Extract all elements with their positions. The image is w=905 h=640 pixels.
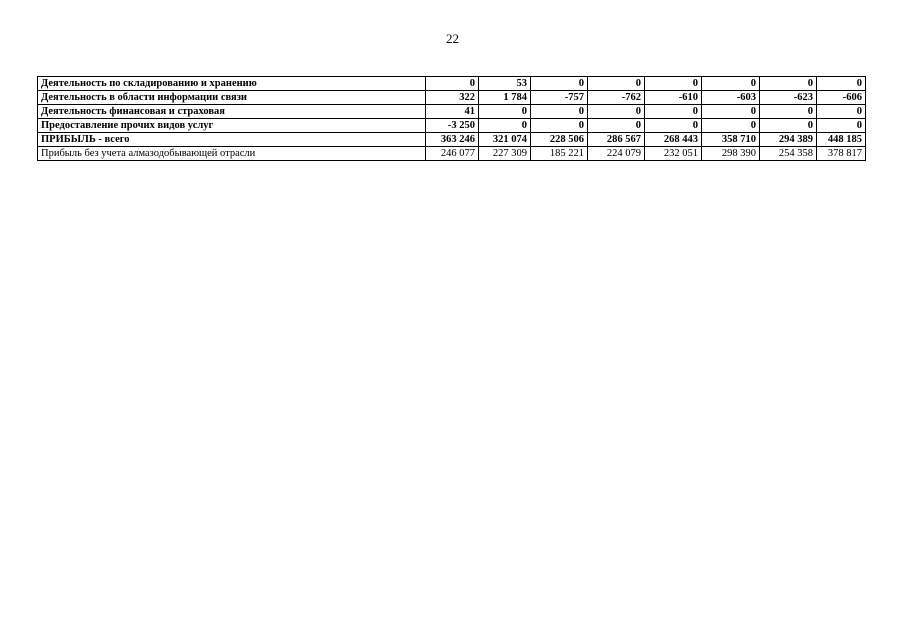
table-body xyxy=(38,77,866,161)
table-cell: 298 390 xyxy=(702,147,760,161)
table-cell: 0 xyxy=(588,105,645,119)
table-row xyxy=(38,105,866,119)
table-cell: 0 xyxy=(588,77,645,91)
table-cell: -610 xyxy=(645,91,702,105)
table-cell: 185 221 xyxy=(531,147,588,161)
table-cell: 0 xyxy=(531,119,588,133)
row-label: Предоставление прочих видов услуг xyxy=(38,119,426,133)
table-row xyxy=(38,91,866,105)
table-cell: -3 250 xyxy=(426,119,479,133)
table-cell: 448 185 xyxy=(817,133,866,147)
table-cell: 378 817 xyxy=(817,147,866,161)
row-label: ПРИБЫЛЬ - всего xyxy=(38,133,426,147)
table-cell: 1 784 xyxy=(479,91,531,105)
table-cell: 0 xyxy=(702,77,760,91)
table-row xyxy=(38,77,866,91)
table-cell: 0 xyxy=(702,105,760,119)
table-cell: 254 358 xyxy=(760,147,817,161)
table-cell: 0 xyxy=(760,77,817,91)
table-cell: 0 xyxy=(479,119,531,133)
table-cell: 0 xyxy=(817,105,866,119)
table-cell: 0 xyxy=(588,119,645,133)
table-cell: 0 xyxy=(645,77,702,91)
table-cell: -603 xyxy=(702,91,760,105)
row-label: Деятельность в области информации связи xyxy=(38,91,426,105)
row-label: Деятельность финансовая и страховая xyxy=(38,105,426,119)
table-cell: 0 xyxy=(645,105,702,119)
table-cell: 363 246 xyxy=(426,133,479,147)
table-cell: 358 710 xyxy=(702,133,760,147)
profit-table xyxy=(37,76,866,161)
table-cell: -762 xyxy=(588,91,645,105)
row-label: Деятельность по складированию и хранению xyxy=(38,77,426,91)
table-cell: 322 xyxy=(426,91,479,105)
table-cell: 0 xyxy=(760,119,817,133)
table-cell: -606 xyxy=(817,91,866,105)
table-cell: 0 xyxy=(426,77,479,91)
table-cell: 228 506 xyxy=(531,133,588,147)
table-cell: 0 xyxy=(531,105,588,119)
page-number: 22 xyxy=(446,31,459,46)
table-cell: 232 051 xyxy=(645,147,702,161)
table-cell: 0 xyxy=(702,119,760,133)
table-cell: 0 xyxy=(479,105,531,119)
table-cell: 268 443 xyxy=(645,133,702,147)
table-cell: 0 xyxy=(817,77,866,91)
table-row xyxy=(38,119,866,133)
table-cell: 321 074 xyxy=(479,133,531,147)
table-cell: 224 079 xyxy=(588,147,645,161)
table-cell: 246 077 xyxy=(426,147,479,161)
table-cell: 286 567 xyxy=(588,133,645,147)
table-cell: 0 xyxy=(817,119,866,133)
table-cell: 0 xyxy=(531,77,588,91)
table-cell: 294 389 xyxy=(760,133,817,147)
table-cell: 227 309 xyxy=(479,147,531,161)
table-cell: 41 xyxy=(426,105,479,119)
table-row xyxy=(38,147,866,161)
table-cell: 0 xyxy=(645,119,702,133)
table-cell: -623 xyxy=(760,91,817,105)
table-cell: -757 xyxy=(531,91,588,105)
table-cell: 53 xyxy=(479,77,531,91)
table-row-total xyxy=(38,133,866,147)
table-cell: 0 xyxy=(760,105,817,119)
row-label: Прибыль без учета алмазодобывающей отрасли xyxy=(38,147,426,161)
